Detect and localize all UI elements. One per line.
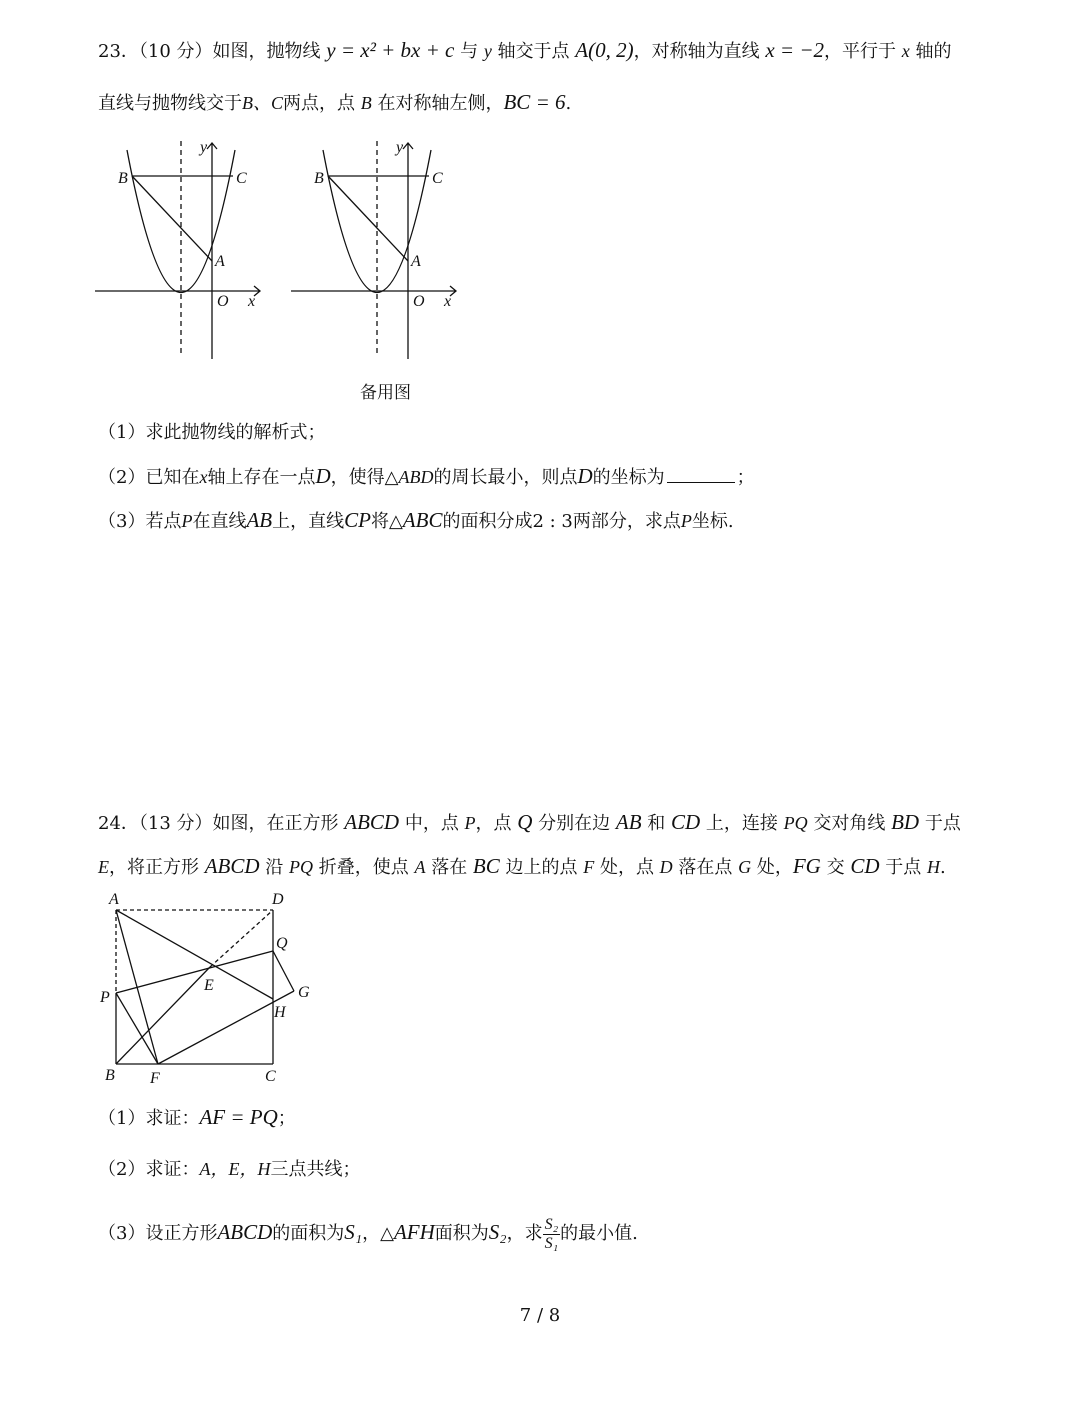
page-number: 7 / 8 <box>519 1305 561 1326</box>
af-eq-pq: AF = PQ <box>199 1105 278 1129</box>
label-y: y <box>396 139 404 156</box>
bc-length: BC = 6 <box>503 90 566 114</box>
answer-blank <box>667 468 735 483</box>
q23-line2: 直线与抛物线交于B、C两点，点 B 在对称轴左侧，BC = 6. <box>98 90 572 114</box>
q23-line1: 23．（10 分）如图，抛物线 y = x² + bx + c 与 y 轴交于点 A(0, 2)，对称轴为直线 x = −2，平行于 x 轴的 <box>98 38 952 62</box>
q23-part1: （1）求此抛物线的解析式； <box>98 422 326 443</box>
q23-figure-main <box>90 135 270 367</box>
q24-line2: E，将正方形 ABCD 沿 PQ 折叠，使点 A 落在 BC 边上的点 F 处，点 D 落在点 G 处，FG 交 CD 于点 H. <box>98 854 946 878</box>
q24-number: 24．（13 分） <box>98 813 213 834</box>
q24-part1: （1）求证：AF = PQ； <box>98 1105 296 1129</box>
label-a: A <box>109 891 119 908</box>
label-c: C <box>265 1068 276 1085</box>
segment-qg <box>273 951 294 991</box>
label-o: O <box>413 293 425 310</box>
label-f: F <box>150 1070 160 1087</box>
q24-figure <box>96 882 326 1092</box>
label-d: D <box>272 891 284 908</box>
label-h: H <box>274 1004 286 1021</box>
segment-ah <box>116 910 273 999</box>
q23-part2: （2）已知在x轴上存在一点D，使得△ABD的周长最小，则点D的坐标为 ； <box>98 464 755 488</box>
segment-be <box>116 967 210 1064</box>
segment-pq <box>116 951 273 993</box>
q24-line1: 24．（13 分）如图，在正方形 ABCD 中，点 P，点 Q 分别在边 AB 和 CD 上，连接 PQ 交对角线 BD 于点 <box>98 810 961 834</box>
label-g: G <box>298 984 310 1001</box>
label-o: O <box>217 293 229 310</box>
segment-ed <box>210 910 273 967</box>
label-x: x <box>444 293 452 310</box>
parabola-equation: y = x² + bx + c <box>326 38 455 62</box>
segment-ba <box>132 176 212 261</box>
label-y: y <box>200 139 208 156</box>
q24-part3: （3）设正方形ABCD的面积为S₁，△AFH面积为S₂，求 $\frac{\text{S₂}}{\text{S₁}}$ 的最小值. <box>98 1215 638 1252</box>
segment-pf <box>116 993 158 1064</box>
label-b: B <box>314 170 324 187</box>
q23-number: 23．（10 分） <box>98 41 213 62</box>
label-a: A <box>215 253 225 270</box>
label-x: x <box>248 293 256 310</box>
q23-part3: （3）若点P在直线AB上，直线CP将△ABC的面积分成2 : 3两部分，求点P坐标. <box>98 508 734 532</box>
q23-figure-backup <box>286 135 466 367</box>
label-p: P <box>100 989 110 1006</box>
label-b: B <box>105 1067 115 1084</box>
s2-over-s1-fraction: $\frac{\text{S₂}}{\text{S₁}}$ <box>544 1215 559 1252</box>
figure-caption: 备用图 <box>360 383 411 403</box>
point-a-coords: A(0, 2) <box>575 38 634 62</box>
label-e: E <box>204 977 214 994</box>
label-c: C <box>432 170 443 187</box>
label-q: Q <box>276 935 288 952</box>
symmetry-axis-eq: x = −2 <box>765 38 824 62</box>
label-a: A <box>411 253 421 270</box>
label-c: C <box>236 170 247 187</box>
label-b: B <box>118 170 128 187</box>
q24-part2: （2）求证：A，E，H三点共线； <box>98 1159 361 1180</box>
